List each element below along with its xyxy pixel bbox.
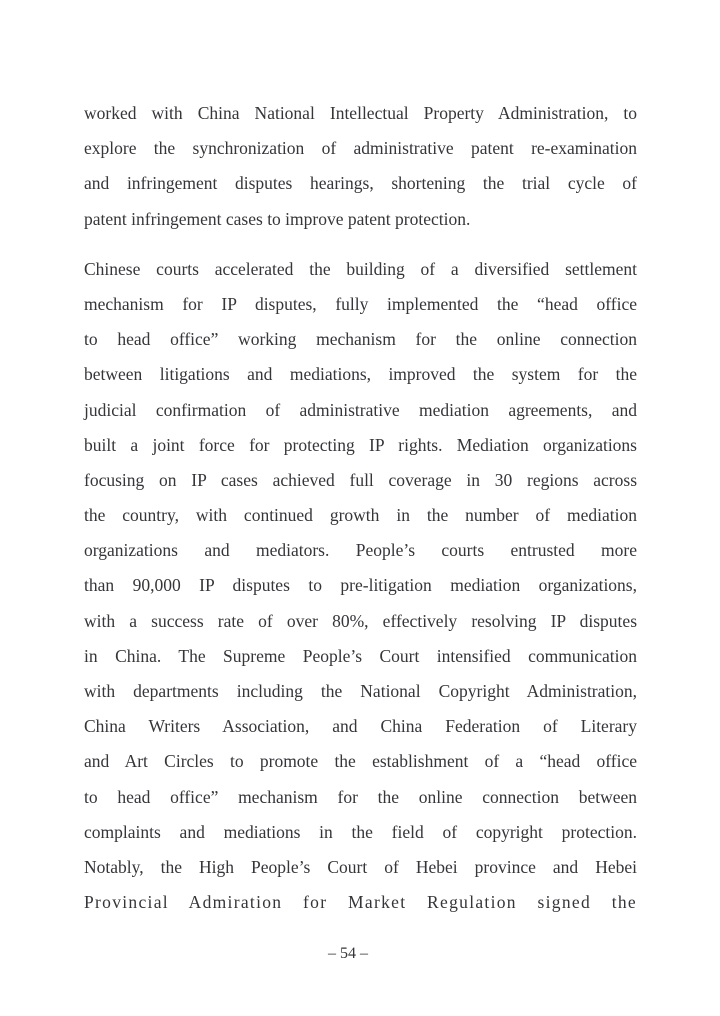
text-line: focusing on IP cases achieved full coverage in 30 regions across bbox=[84, 469, 637, 490]
text-line: China Writers Association, and China Federation of Literary bbox=[84, 716, 637, 737]
text-line: patent infringement cases to improve patent protection. bbox=[84, 208, 471, 229]
text-line: complaints and mediations in the field of copyright protection. bbox=[84, 821, 637, 842]
page-number: – 54 – bbox=[328, 945, 368, 962]
text-line: with a success rate of over 80%, effectively resolving IP disputes bbox=[84, 610, 637, 631]
text-line: judicial confirmation of administrative mediation agreements, and bbox=[84, 399, 637, 420]
text-line: to head office” working mechanism for the online connection bbox=[84, 329, 637, 350]
text-block bbox=[84, 96, 637, 935]
paragraph bbox=[84, 96, 637, 237]
text-line: in China. The Supreme People’s Court intensified communication bbox=[84, 645, 637, 666]
text-line: mechanism for IP disputes, fully implemented the “head office bbox=[84, 293, 637, 314]
text-line: explore the synchronization of administrative patent re-examination bbox=[84, 138, 637, 159]
text-line: organizations and mediators. People’s courts entrusted more bbox=[84, 540, 637, 561]
text-line: the country, with continued growth in the number of mediation bbox=[84, 505, 637, 526]
text-line: Notably, the High People’s Court of Hebei province and Hebei bbox=[84, 856, 637, 877]
text-line: with departments including the National Copyright Administration, bbox=[84, 681, 637, 701]
paragraph bbox=[84, 252, 637, 921]
text-line: and Art Circles to promote the establishment of a “head office bbox=[84, 751, 637, 772]
text-line: between litigations and mediations, improved the system for the bbox=[84, 364, 637, 385]
text-line: built a joint force for protecting IP rights. Mediation organizations bbox=[84, 434, 637, 455]
text-line: worked with China National Intellectual Property Administration, to bbox=[84, 103, 637, 123]
text-line: to head office” mechanism for the online connection between bbox=[84, 786, 637, 807]
text-line: Chinese courts accelerated the building of a diversified settlement bbox=[84, 258, 637, 279]
text-line: than 90,000 IP disputes to pre-litigation mediation organizations, bbox=[84, 575, 637, 596]
text-line: Provincial Admiration for Market Regulation signed the bbox=[84, 892, 637, 913]
text-line: and infringement disputes hearings, shortening the trial cycle of bbox=[84, 173, 637, 194]
